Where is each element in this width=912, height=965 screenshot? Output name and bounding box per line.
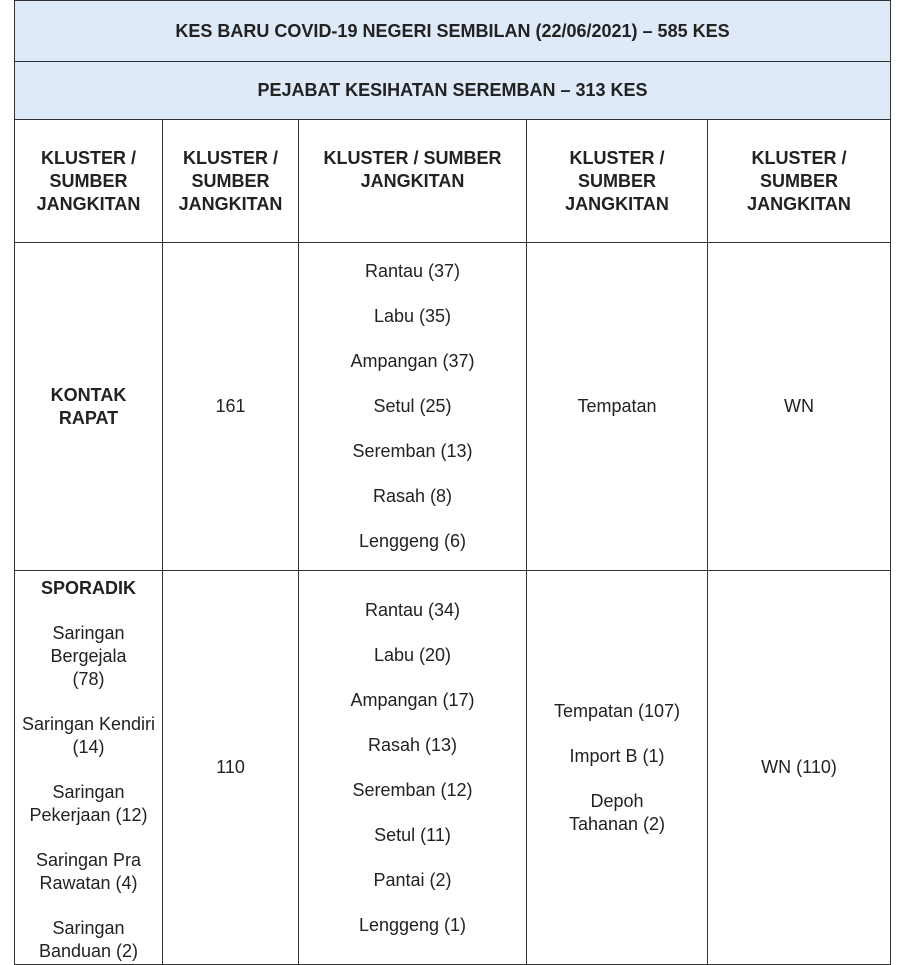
header-cell-2: KLUSTER / SUMBER JANGKITAN xyxy=(163,120,299,243)
origin-list xyxy=(527,700,707,836)
list-item: Saringan Pekerjaan (12) xyxy=(29,782,148,825)
header-cell-5: KLUSTER / SUMBER JANGKITAN xyxy=(708,120,891,243)
table-title: KES BARU COVID-19 NEGERI SEMBILAN (22/06/2021) – 585 KES xyxy=(15,1,891,62)
list-item: Labu (20) xyxy=(373,644,452,665)
areas-cell xyxy=(299,571,527,965)
header-row xyxy=(15,120,891,243)
list-item: Ampangan (37) xyxy=(350,351,475,371)
list-item: Saringan Kendiri (14) xyxy=(21,714,156,757)
origin-cell: Tempatan xyxy=(527,243,708,571)
list-item: Lenggeng (1) xyxy=(358,914,467,935)
category-label: SPORADIK xyxy=(40,578,136,598)
list-item: Lenggeng (6) xyxy=(358,531,467,551)
list-item: Saringan Pra Rawatan (4) xyxy=(35,850,142,893)
header-cell-4: KLUSTER / SUMBER JANGKITAN xyxy=(527,120,708,243)
list-item: Rantau (34) xyxy=(364,599,461,620)
cases-table xyxy=(14,0,891,965)
list-item: Rantau (37) xyxy=(364,261,461,281)
list-item: Import B (1) xyxy=(569,745,665,766)
list-item: Saringan Banduan (2) xyxy=(38,918,139,961)
list-item: Seremban (13) xyxy=(352,441,473,461)
sporadic-list xyxy=(15,577,162,963)
header-cell-3: KLUSTER / SUMBER JANGKITAN xyxy=(299,120,527,243)
table-container xyxy=(14,0,890,965)
nationality-cell: WN (110) xyxy=(708,571,891,965)
areas-list xyxy=(299,599,526,937)
header-cell-1: KLUSTER / SUMBER JANGKITAN xyxy=(15,120,163,243)
list-item: Ampangan (17) xyxy=(350,689,475,710)
table-row xyxy=(15,571,891,965)
category-cell xyxy=(15,243,163,571)
origin-cell xyxy=(527,571,708,965)
list-item: Setul (11) xyxy=(374,824,451,845)
nationality-cell: WN xyxy=(708,243,891,571)
category-cell xyxy=(15,571,163,965)
list-item: Labu (35) xyxy=(373,306,452,326)
list-item: Rasah (8) xyxy=(372,486,453,506)
table-row xyxy=(15,243,891,571)
list-item: Pantai (2) xyxy=(373,869,452,890)
list-item: Saringan Bergejala (78) xyxy=(50,623,127,689)
areas-cell xyxy=(299,243,527,571)
list-item: Seremban (12) xyxy=(352,779,473,800)
count-cell: 110 xyxy=(163,571,299,965)
table-subtitle: PEJABAT KESIHATAN SEREMBAN – 313 KES xyxy=(15,62,891,120)
count-cell: 161 xyxy=(163,243,299,571)
areas-list xyxy=(299,260,526,553)
list-item: Setul (25) xyxy=(373,396,452,416)
list-item: Tempatan (107) xyxy=(553,700,681,721)
list-item: Rasah (13) xyxy=(367,734,458,755)
list-item: Depoh Tahanan (2) xyxy=(568,790,666,834)
category-label: KONTAK RAPAT xyxy=(50,384,127,428)
